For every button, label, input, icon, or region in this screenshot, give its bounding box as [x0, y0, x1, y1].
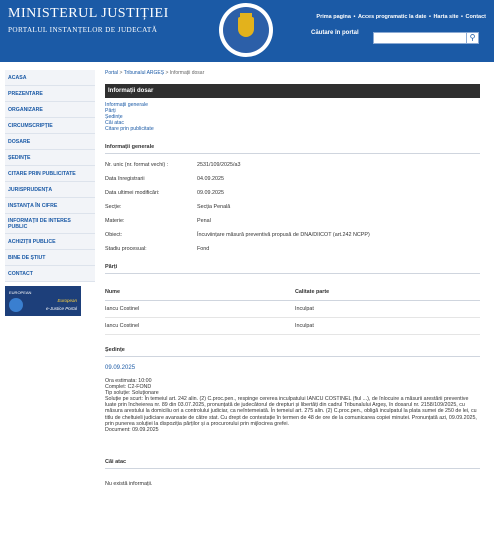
table-row: Iancu Costinel Inculpat	[105, 301, 480, 318]
sidebar-item-citare[interactable]: CITARE PRIN PUBLICITATE	[5, 166, 95, 182]
parties-table	[105, 284, 480, 335]
session-type: Tip soluție: Soluționare	[105, 390, 159, 397]
empty-appeals-message: Nu există informații.	[105, 480, 153, 487]
brand-subtitle: PORTALUL INSTANȚELOR DE JUDECATĂ	[8, 26, 158, 34]
breadcrumb-current: Informații dosar	[169, 70, 205, 76]
link-contact[interactable]: Contact	[465, 14, 486, 20]
search-button[interactable]	[466, 32, 479, 44]
toc-link-parti[interactable]: Părți	[105, 108, 116, 114]
breadcrumb: Portal > Tribunalul ARGEȘ > Informații dosar	[105, 70, 205, 76]
e-justice-icon	[9, 298, 23, 312]
section-index	[105, 102, 480, 132]
link-home[interactable]: Prima pagina	[316, 14, 351, 20]
info-row: Secție: Secția Penală	[105, 204, 231, 210]
site-header	[0, 0, 494, 62]
sidebar-item-circumscriptie[interactable]: CIRCUMSCRIPȚIE	[5, 118, 95, 134]
toc-link-sedinte[interactable]: Ședințe	[105, 114, 123, 120]
page-title: Informații dosar	[105, 84, 480, 98]
table-header-row: Nume Calitate parte	[105, 284, 480, 301]
table-row: Iancu Costinel Inculpat	[105, 318, 480, 335]
breadcrumb-portal[interactable]: Portal	[105, 70, 119, 76]
link-programmatic-access[interactable]: Acces programatic la date	[357, 14, 427, 20]
sidebar-nav	[5, 70, 95, 316]
sidebar-item-instanta-in-cifre[interactable]: INSTANȚA ÎN CIFRE	[5, 198, 95, 214]
search-input[interactable]	[373, 32, 467, 44]
e-justice-banner[interactable]	[5, 286, 81, 316]
sidebar-item-organizare[interactable]: ORGANIZARE	[5, 102, 95, 118]
info-row: Data înregistrarii 04.09.2025	[105, 176, 224, 182]
top-nav: Prima pagina • Acces programatic la date • Harta site • Contact	[316, 14, 486, 20]
banner-line2: European	[57, 298, 77, 303]
main-content	[105, 70, 480, 487]
session-panel: Complet: C2-FOND	[105, 384, 152, 391]
session-time: Ora estimata: 10:00	[105, 378, 152, 384]
banner-line1: EUROPEAN	[9, 290, 32, 295]
sidebar-item-contact[interactable]: CONTACT	[5, 266, 95, 282]
section-title-sedinte: Ședințe	[105, 347, 480, 357]
info-row: Materie: Penal	[105, 218, 211, 224]
search-icon: ⚲	[469, 33, 476, 42]
session-summary: Soluție pe scurt: În temeiul art. 242 alin. (2) C.proc.pen., respinge cererea inculpatului IANCU COSTINEL (fiul ...), de înlocuire a măsurii arestării preventive luate prin încheierea nr. 89 din 03.07.2025, pronunțată de judecătorul de drepturi și libertăți din cadrul Tribunalului Argeș, în dosarul nr. 2158/109/2025, cu măsura arestului la domiciliu ori a controlului judiciar, ca neîntemeiată. În temeiul art. 275 alin. (2) C.proc.pen., obligă inculpatul la plata sumei de 250 de lei, cu titlu de cheltuieli judiciare avansate de către stat. Cu drept de contestație în termen de 48 de ore de la comunicarea copiei minutei. Pronunțată azi, 09.09.2025, prin punerea soluției la dispoziția părților și a procurorului prin mijlocirea grefei.	[105, 396, 477, 427]
breadcrumb-tribunal[interactable]: Tribunalul ARGEȘ	[123, 70, 165, 76]
link-sitemap[interactable]: Harta site	[433, 14, 459, 20]
brand-title: MINISTERUL JUSTIȚIEI	[8, 6, 169, 21]
section-title-general: Informații generale	[105, 144, 480, 154]
info-row: Data ultimei modificări: 09.09.2025	[105, 190, 224, 196]
toc-link-cai-atac[interactable]: Căi atac	[105, 120, 125, 126]
banner-line3: e-Justice Portal	[45, 306, 77, 311]
session-details	[105, 378, 480, 433]
info-row: Nr. unic (nr. format vechi) : 2531/109/2025/a3	[105, 162, 241, 168]
info-row: Stadiu procesual: Fond	[105, 246, 210, 252]
sidebar-item-sedinte[interactable]: ȘEDINȚE	[5, 150, 95, 166]
sidebar-item-acasa[interactable]: ACASA	[5, 70, 95, 86]
info-row: Obiect: Încuviințare măsură preventivă propusă de DNA/DIICOT (art.242 NCPP)	[105, 232, 370, 238]
sidebar-item-jurisprudenta[interactable]: JURISPRUDENȚA	[5, 182, 95, 198]
session-document: Document: 09.09.2025	[105, 426, 159, 433]
toc-link-citare[interactable]: Citare prin publicitate	[105, 126, 154, 132]
sidebar-item-informatii-interes-public[interactable]: INFORMAȚII DE INTERES PUBLIC	[5, 214, 95, 234]
search-label: Căutare în portal	[311, 30, 359, 36]
sidebar-item-bine-de-stiut[interactable]: BINE DE ȘTIUT	[5, 250, 95, 266]
site-brand[interactable]	[8, 6, 169, 34]
section-title-parti: Părți	[105, 264, 480, 274]
sidebar-item-dosare[interactable]: DOSARE	[5, 134, 95, 150]
toc-link-general[interactable]: Informații generale	[105, 102, 148, 108]
coat-of-arms-logo	[219, 3, 273, 57]
sidebar-item-achizitii[interactable]: ACHIZIȚII PUBLICE	[5, 234, 95, 250]
section-title-cai-atac: Căi atac	[105, 459, 480, 469]
sidebar-item-prezentare[interactable]: PREZENTARE	[5, 86, 95, 102]
session-date: 09.09.2025	[105, 365, 136, 371]
